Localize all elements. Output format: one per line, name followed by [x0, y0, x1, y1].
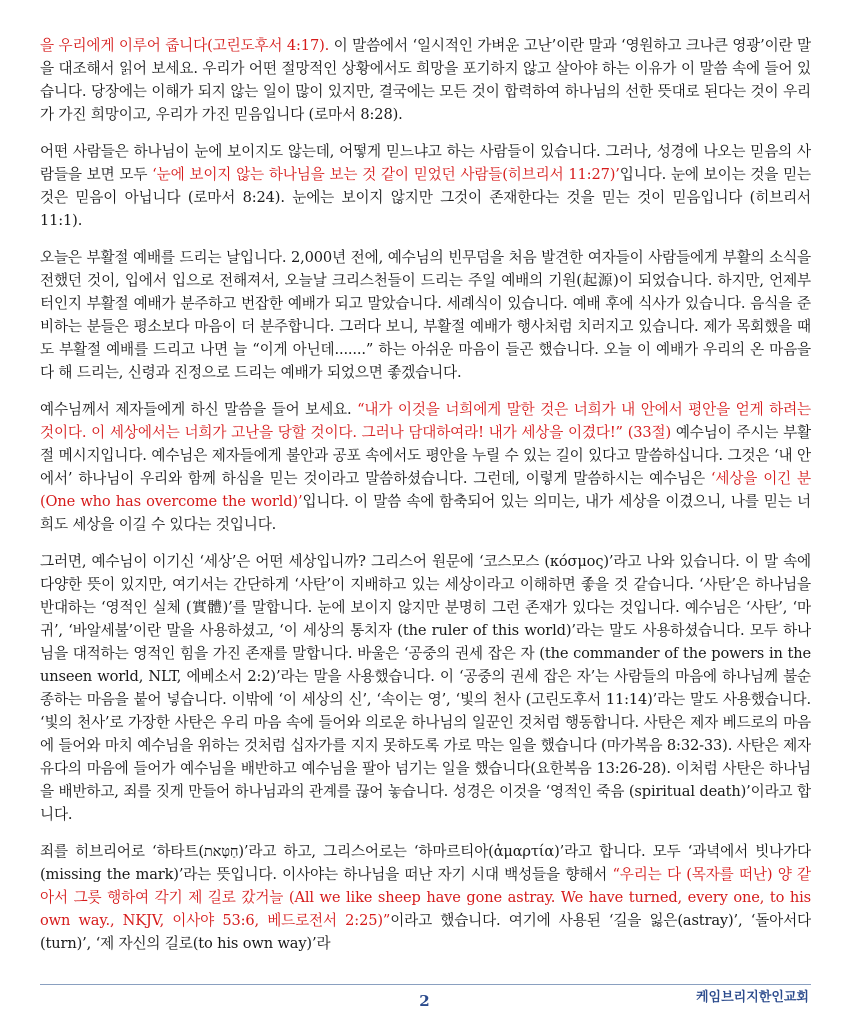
- page-number: 2: [419, 992, 430, 1010]
- body-text: 입니다. 눈에 보이는 것을 믿는 것은 믿음이 아닙니다 (로마서 8:24). 눈에는 보이지 않지만 그것이 존재한다는 것을 믿는 것이 믿음입니다 (히브리서 11:1).: [40, 166, 811, 229]
- body-text: 어떤 사람들은 하나님이 눈에 보이지도 않는데, 어떻게 믿느냐고 하는 사람들이 있습니다. 그러나, 성경에 나오는 믿음의 사람들을 보면 모두: [40, 143, 811, 183]
- paragraph: [40, 550, 811, 826]
- paragraph: [40, 840, 811, 955]
- scripture-quote: ‘세상을 이긴 분 (One who has overcome the world)’: [40, 470, 812, 510]
- paragraph: [40, 140, 811, 232]
- paragraph: [40, 398, 811, 536]
- scripture-quote: “내가 이것을 너희에게 말한 것은 너희가 내 안에서 평안을 얻게 하려는 것이다. 이 세상에서는 너희가 고난을 당할 것이다. 그러나 담대하여라! 내가 세상을 이겼다!” (33절): [40, 401, 811, 441]
- paragraph: [40, 246, 811, 384]
- document-body: [40, 34, 811, 969]
- body-text: 이 말씀에서 ‘일시적인 가벼운 고난’이란 말과 ‘영원하고 크나큰 영광’이란 말을 대조해서 읽어 보세요. 우리가 어떤 절망적인 상황에서도 희망을 포기하지 않고 살아야 하는 이유가 이 말씀 속에 들어 있습니다. 당장에는 이해가 되지 않는 일이 많이 있지만, 결국에는 모든 것이 합력하여 하나님의 선한 뜻대로 된다는 것이 우리가 가진 희망이고, 우리가 가진 믿음입니다 (로마서 8:28).: [40, 37, 811, 123]
- body-text: 입니다. 이 말씀 속에 함축되어 있는 의미는, 내가 세상을 이겼으니, 나를 믿는 너희도 세상을 이길 수 있다는 것입니다.: [40, 493, 812, 533]
- body-text: 예수님께서 제자들에게 하신 말씀을 들어 보세요.: [40, 401, 358, 418]
- body-text: 그러면, 예수님이 이기신 ‘세상’은 어떤 세상입니까? 그리스어 원문에 ‘코스모스 (κόσμος)’라고 나와 있습니다. 이 말 속에 다양한 뜻이 있지만, 여기서는 간단하게 ‘사탄’이 지배하고 있는 세상이라고 이해하면 좋을 것 같습니다. ‘사탄’은 하나님을 반대하는 ‘영적인 실체 (實體)’를 말합니다. 눈에 보이지 않지만 분명히 그런 존재가 있다는 것입니다. 예수님은 ‘사탄’, ‘마귀’, ‘바알세불’이란 말을 사용하셨고, ‘이 세상의 통치자 (the ruler of this world)’라는 말도 사용하셨습니다. 모두 하나님을 대적하는 영적인 힘을 가진 존재를 말합니다. 바울은 ‘공중의 권세 잡은 자 (the commander of the powers in the unseen world, NLT, 에베소서 2:2)’라는 말을 사용했습니다. 이 ‘공중의 권세 잡은 자’는 사람들의 마음에 하나님께 불순종하는 마음을 붙어 넣습니다. 이밖에 ‘이 세상의 신’, ‘속이는 영’, ‘빛의 천사 (고린도후서 11:14)’라는 말도 사용했습니다. ‘빛의 천사’로 가장한 사탄은 우리 마음 속에 들어와 의로운 하나님의 일꾼인 것처럼 행동합니다. 사탄은 제자 베드로의 마음에 들어와 마치 예수님을 위하는 것처럼 십자가를 지지 못하도록 가로 막는 일을 했습니다 (마가복음 8:32-33). 사탄은 제자 유다의 마음에 들어가 예수님을 배반하고 예수님을 팔아 넘기는 일을 했습니다(요한복음 13:26-28). 이처럼 사탄은 하나님을 배반하고, 죄를 짓게 만들어 하나님과의 관계를 끊어 놓습니다. 성경은 이것을 ‘영적인 죽음 (spiritual death)’이라고 합니다.: [40, 553, 811, 823]
- church-name: 케임브리지한인교회: [695, 990, 809, 1005]
- scripture-quote: “우리는 다 (목자를 떠난) 양 같아서 그릇 행하여 각기 제 길로 갔거늘 (All we like sheep have gone astray. We have turned, every one, to his own way., NKJV, 이사야 53:6, 베드로전서 2:25)”: [40, 866, 811, 929]
- paragraph: [40, 34, 811, 126]
- footer-divider: [40, 984, 811, 985]
- scripture-quote: ‘눈에 보이지 않는 하나님을 보는 것 같이 믿었던 사람들(히브리서 11:27)’: [152, 166, 620, 183]
- body-text: 죄를 히브리어로 ‘하타트(חַטָּאת)’라고 하고, 그리스어로는 ‘하마르티아(ἁμαρτία)’라고 합니다. 모두 ‘과녁에서 빗나가다 (missing the mark)’라는 뜻입니다. 이사야는 하나님을 떠난 자기 시대 백성들을 향해서: [40, 843, 811, 883]
- body-text: 이라고 했습니다. 여기에 사용된 ‘길을 잃은(astray)’, ‘돌아서다(turn)’, ‘제 자신의 길로(to his own way)’라: [40, 912, 811, 952]
- scripture-quote: 을 우리에게 이루어 줍니다(고린도후서 4:17).: [40, 37, 330, 54]
- body-text: 예수님이 주시는 부활절 메시지입니다. 예수님은 제자들에게 불안과 공포 속에서도 평안을 누릴 수 있는 길이 있다고 말씀하십니다. 그것은 ‘내 안에서’ 하나님이 우리와 함께 하심을 믿는 것이라고 말씀하셨습니다. 그런데, 이렇게 말씀하시는 예수님은: [40, 424, 811, 487]
- body-text: 오늘은 부활절 예배를 드리는 날입니다. 2,000년 전에, 예수님의 빈무덤을 처음 발견한 여자들이 사람들에게 부활의 소식을 전했던 것이, 입에서 입으로 전해져서, 오늘날 크리스천들이 드리는 주일 예배의 기원(起源)이 되었습니다. 하지만, 언제부터인지 부활절 예배가 분주하고 번잡한 예배가 되고 말았습니다. 세례식이 있습니다. 예배 후에 식사가 있습니다. 음식을 준비하는 분들은 평소보다 마음이 더 분주합니다. 그러다 보니, 부활절 예배가 행사처럼 치러지고 있습니다. 제가 목회했을 때도 부활절 예배를 드리고 나면 늘 “이게 아닌데.......” 하는 아쉬운 마음이 들곤 했습니다. 오늘 이 예배가 우리의 온 마음을 다 해 드리는, 신령과 진정으로 드리는 예배가 되었으면 좋겠습니다.: [40, 249, 811, 381]
